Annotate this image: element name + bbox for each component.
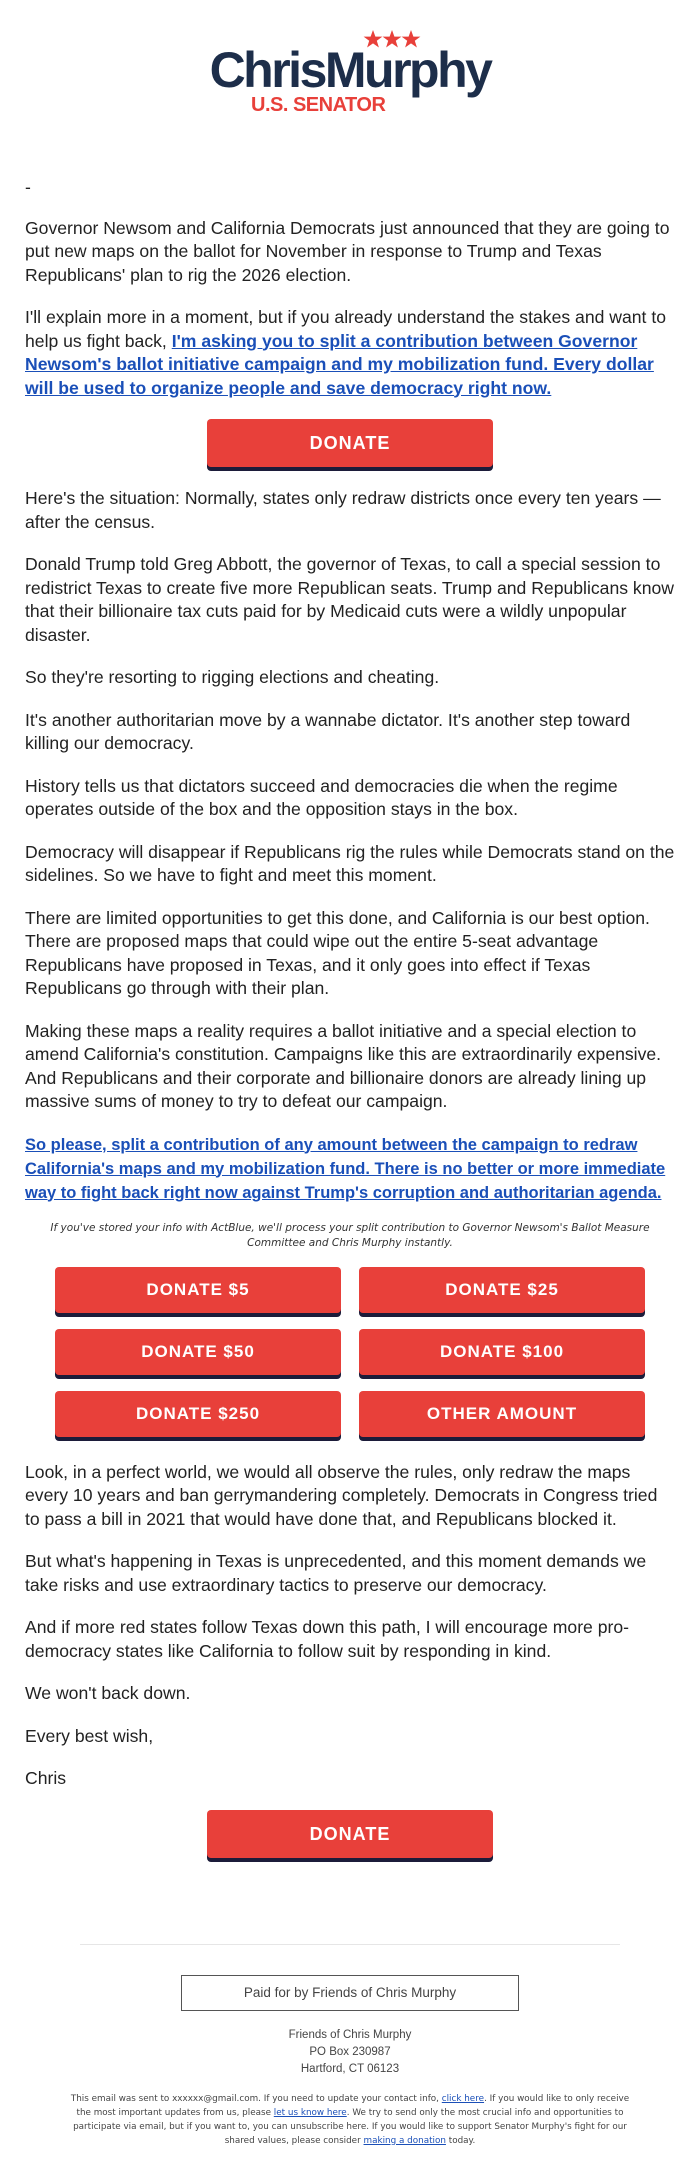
- update-contact-link[interactable]: click here: [441, 2093, 485, 2104]
- split-any-amount-link[interactable]: So please, split a contribution of any amount between the campaign to redraw California's maps and my mobilization fund. There is no better or more immediate way to fight back right now against Trump's corruption and authoritarian agenda.: [25, 1135, 666, 1202]
- donate-50-button[interactable]: DONATE $50: [55, 1329, 341, 1375]
- donate-row-1: [25, 419, 675, 467]
- donate-25-button[interactable]: DONATE $25: [359, 1267, 645, 1313]
- donate-5-button[interactable]: DONATE $5: [55, 1267, 341, 1313]
- email-body: [25, 0, 675, 2148]
- mailing-address: [25, 2027, 675, 2078]
- footer-divider: [80, 1944, 620, 1945]
- donate-button-top[interactable]: DONATE: [207, 419, 493, 467]
- fine-print-3: . We try to send only the most crucial info and opportunities to participate via email, but if you want to, you can unsubscribe here. If you would like to support Senator Murphy's fight for our shared values, please consider: [73, 2107, 627, 2146]
- chris-murphy-logo[interactable]: [25, 28, 675, 134]
- paragraph-3: Here's the situation: Normally, states only redraw districts once every ten years — after the census.: [25, 488, 661, 532]
- donate-row-2: [25, 1810, 675, 1858]
- paragraph-14: And if more red states follow Texas down this path, I will encourage more pro-democracy states like California to follow suit by responding in kind.: [25, 1617, 630, 1661]
- donate-button-bottom[interactable]: DONATE: [207, 1810, 493, 1858]
- paragraph-2-text: I'll explain more in a moment, but if you already understand the stakes and want to help us fight back,: [25, 307, 667, 351]
- address-line-1: Friends of Chris Murphy: [288, 2028, 412, 2041]
- donate-250-button[interactable]: DONATE $250: [55, 1391, 341, 1437]
- paragraph-8: Democracy will disappear if Republicans rig the rules while Democrats stand on the sidelines. So we have to fight and meet this moment.: [25, 841, 675, 885]
- paragraph-15: We won't back down.: [25, 1683, 191, 1703]
- other-amount-button[interactable]: OTHER AMOUNT: [359, 1391, 645, 1437]
- important-updates-link[interactable]: let us know here: [273, 2107, 347, 2118]
- signature: Chris: [25, 1768, 67, 1788]
- paragraph-13: But what's happening in Texas is unprecedented, and this moment demands we take risks and use extraordinary tactics to preserve our democracy.: [25, 1551, 647, 1595]
- fine-print-4: today.: [445, 2135, 476, 2146]
- actblue-note: If you've stored your info with ActBlue, we'll process your split contribution to Governor Newsom's Ballot Measure Committee and Chris Murphy instantly.: [50, 1221, 650, 1249]
- fine-print-2: . If you would like to only receive the most important updates from us, please: [76, 2093, 630, 2118]
- fine-print-1: This email was sent to xxxxxx@gmail.com. If you need to update your contact info,: [70, 2093, 442, 2104]
- make-donation-link[interactable]: making a donation: [363, 2135, 446, 2146]
- logo-graphic: [195, 28, 505, 116]
- paragraph-4: Donald Trump told Greg Abbott, the governor of Texas, to call a special session to redistrict Texas to create five more Republican seats. Trump and Republicans know that their billionaire tax cuts paid for by Medicaid cuts were a wildly unpopular disaster.: [25, 554, 675, 645]
- fine-print: [25, 2092, 675, 2148]
- paragraph-11: [25, 1133, 675, 1205]
- paragraph-9: There are limited opportunities to get this done, and California is our best option. There are proposed maps that could wipe out the entire 5-seat advantage Republicans have proposed in Texas, and it only goes into effect if Texas Republicans go through with their plan.: [25, 907, 650, 998]
- paragraph-5: So they're resorting to rigging elections and cheating.: [25, 667, 440, 687]
- sign-off: Every best wish,: [25, 1725, 154, 1746]
- address-line-3: Hartford, CT 06123: [300, 2062, 400, 2075]
- dash-line: -: [25, 177, 31, 197]
- address-line-2: PO Box 230987: [309, 2045, 391, 2058]
- paragraph-7: History tells us that dictators succeed and democracies die when the regime operates outside of the box and the opposition stays in the box.: [25, 775, 618, 819]
- paragraph-2: [25, 306, 675, 400]
- logo-name: ChrisMurphy: [209, 42, 491, 98]
- paid-for-box: Paid for by Friends of Chris Murphy: [181, 1975, 519, 2011]
- donate-100-button[interactable]: DONATE $100: [359, 1329, 645, 1375]
- logo-subtitle: U.S. SENATOR: [251, 94, 386, 116]
- paragraph-12: Look, in a perfect world, we would all observe the rules, only redraw the maps every 10 years and ban gerrymandering completely. Democrats in Congress tried to pass a bill in 2021 that would have done that, and Republicans blocked it.: [25, 1461, 658, 1529]
- paragraph-1: Governor Newsom and California Democrats just announced that they are going to put new maps on the ballot for November in response to Trump and Texas Republicans' plan to rig the 2026 election.: [25, 217, 670, 285]
- split-contribution-link[interactable]: I'm asking you to split a contribution between Governor Newsom's ballot initiative campaign and my mobilization fund. Every dollar will be used to organize people and save democracy right now.: [25, 330, 654, 398]
- paragraph-10: Making these maps a reality requires a ballot initiative and a special election to amend California's constitution. Campaigns like this are extraordinarily expensive. And Republicans and their corporate and billionaire donors are already lining up massive sums of money to try to defeat our campaign.: [25, 1020, 662, 1111]
- amount-buttons: [55, 1267, 645, 1437]
- paragraph-6: It's another authoritarian move by a wannabe dictator. It's another step toward killing our democracy.: [25, 709, 631, 753]
